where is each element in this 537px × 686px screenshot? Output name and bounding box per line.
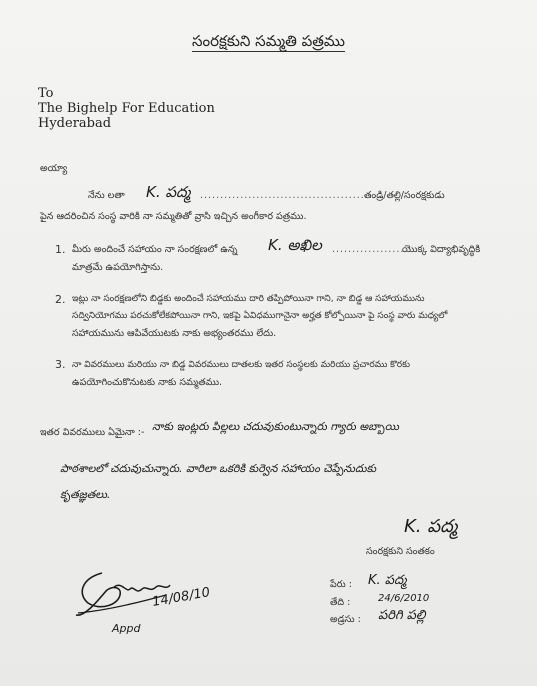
item3-text-a: నా వివరములు మరియు నా బిడ్డ వివరములు దాతలకు ఇతర సంస్థలకు మరియు ప్రచారము కొరకు [72, 360, 410, 370]
item1-name-handwritten: K. అఖిల [268, 236, 322, 254]
detail-name-label: పేరు : [330, 579, 352, 590]
item2-text-c: సహాయమును ఆపివేయుటకు నాకు అభ్యంతరము లేదు. [72, 328, 277, 339]
item1-text-c: మాత్రమే ఉపయోగిస్తాను. [72, 262, 164, 273]
item3-text-b: ఉపయోగించుకొనుటకు నాకు సమ్మతము. [72, 377, 223, 388]
item3-number: 3. [55, 358, 66, 371]
recipient-address [38, 86, 215, 131]
item1-text-a: మీరు అందించే సహాయం నా సంరక్షణలో ఉన్న [72, 244, 238, 255]
intro-relation: తండ్రి/తల్లి/సంరక్షకుడు [364, 190, 445, 201]
intro-name-handwritten: K. పద్మ [146, 183, 191, 201]
item1-number: 1. [55, 243, 66, 256]
item2-text-a: ఇట్లు నా సంరక్షణలోని బిడ్డకు అందించే సహాయము దారి తప్పిపోయినా గాని, నా బిడ్డ ఆ సహాయమును [72, 294, 425, 304]
item2-number: 2. [55, 293, 66, 306]
address-to: To [38, 86, 54, 101]
address-city: Hyderabad [38, 116, 112, 131]
detail-name-value: K. పద్మ [368, 573, 407, 588]
intro-dots: .............................................. [200, 190, 385, 201]
handwritten-line-1: నాకు ఇంట్లరు పిల్లలు చదువుకుంటున్నారు గ్యారు అబ్బాయి [152, 420, 399, 433]
handwritten-line-2: పాఠశాలలో చదువుచున్నారు. వారిలా ఒకరికి కుర్వెన సహాయం చెప్పేనుదుకు [60, 462, 377, 475]
item2-text-b: సద్వినియోగము పరచుకోలేకపోయినా గాని, ఇకపై ఏవిధముగానైనా అర్హత కోల్పోయినా పై సంస్థ వారు మధ్యలో [72, 311, 448, 321]
item1-dots: ................... [332, 244, 409, 255]
address-org: The Bighelp For Education [38, 101, 215, 116]
official-approval-note: Appd [112, 622, 141, 635]
detail-date-value: 24/6/2010 [378, 593, 430, 604]
salutation: అయ్యా [40, 163, 68, 174]
letter-title: సంరక్షకుని సమ్మతి పత్రము [192, 32, 345, 50]
detail-address-label: అడ్రసు : [330, 614, 361, 625]
detail-address-value: పరిగి పల్లి [378, 608, 426, 623]
intro-lead: నేను లతా [88, 190, 125, 201]
other-details-label: ఇతర వివరములు ఏమైనా :- [40, 427, 145, 438]
intro-line2: పైన ఆదరించిన సంస్థ వారికి నా సమ్మతితో వ్రాసి ఇచ్చిన అంగీకార పత్రము. [40, 211, 307, 222]
official-signature-date: 14/08/10 [151, 585, 212, 610]
detail-date-label: తేది : [330, 597, 351, 608]
guardian-signature: K. పద్మ [404, 516, 458, 537]
guardian-sign-label: సంరక్షకుని సంతకం [366, 546, 435, 557]
item1-text-b: యొక్క విద్యాభివృద్ధికి [402, 244, 481, 255]
handwritten-line-3: కృతజ్ఞతలు. [60, 488, 111, 501]
